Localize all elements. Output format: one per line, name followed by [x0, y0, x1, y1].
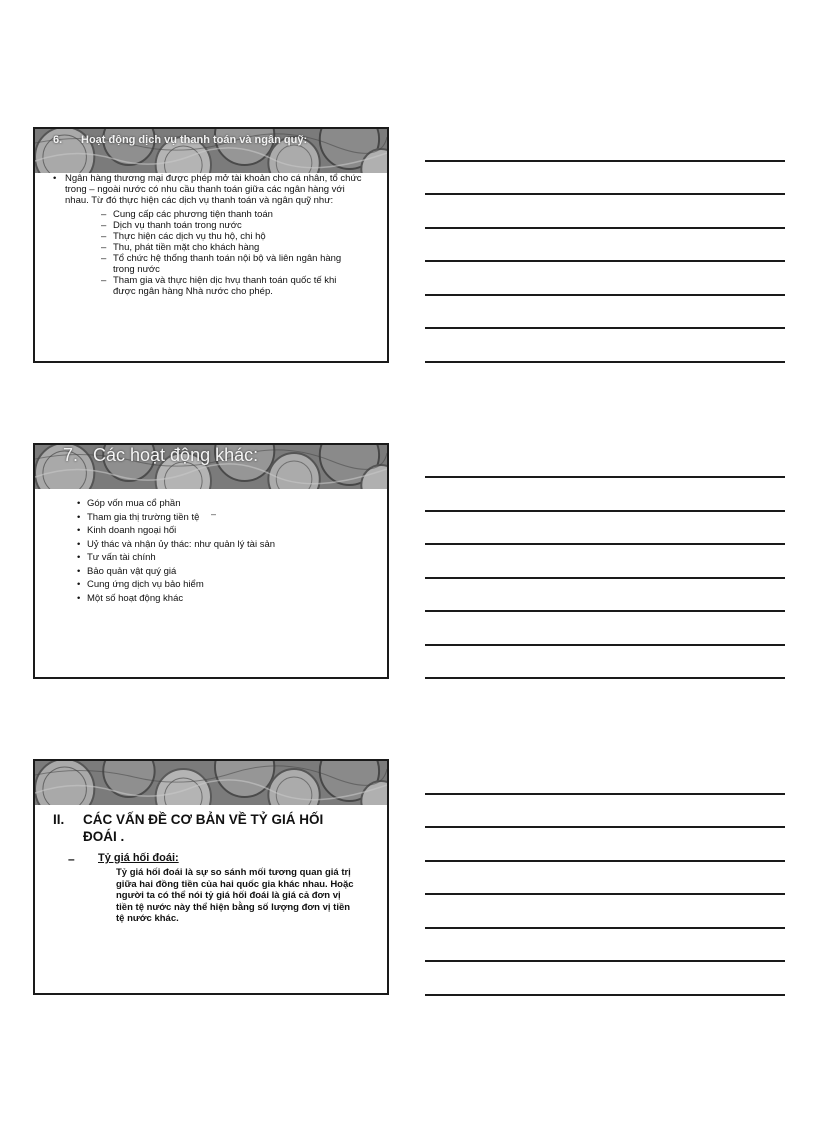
note-line: [425, 160, 785, 162]
list-item: – Cung cấp các phương tiện thanh toán: [101, 209, 273, 220]
dash-icon: –: [101, 242, 107, 253]
definition-title: Tỷ giá hối đoái:: [98, 852, 179, 864]
bullet-icon: •: [77, 525, 81, 536]
stray-dash-mark: –: [211, 509, 217, 519]
dash-icon: –: [101, 253, 107, 264]
list-item: • Cung ứng dịch vụ bảo hiểm: [77, 579, 204, 590]
definition-body: Tỷ giá hối đoái là sự so sánh mối tương quan giá trị giữa hai đồng tiền của hai quốc gia khác nhau. Hoặc người ta có thể nói tỷ giá hối đoái là giá cả đơn vị tiền tệ nước này thể hiện bằng số lượng đơn vị tiền tệ nước khác.: [116, 867, 354, 924]
dash-icon: –: [101, 220, 107, 231]
note-line: [425, 610, 785, 612]
slide-body: [35, 811, 387, 925]
list-item: • Kinh doanh ngoại hối: [77, 525, 177, 536]
dash-icon: –: [101, 231, 107, 242]
slide-banner-coins-image: [35, 761, 387, 805]
note-line: [425, 994, 785, 996]
list-item: • Bảo quản vật quý giá: [77, 565, 177, 577]
bullet-icon: •: [77, 579, 81, 590]
slide-banner-coins-image: [35, 129, 387, 173]
bullet-icon: •: [77, 565, 81, 577]
list-item: • Tư vấn tài chính: [77, 552, 156, 563]
note-line: [425, 260, 785, 262]
dash-icon: –: [101, 275, 107, 286]
note-line: [425, 227, 785, 229]
slide-title: [35, 445, 387, 477]
note-line: [425, 893, 785, 895]
slide-title: [35, 129, 387, 162]
slide-number: 7.: [63, 445, 79, 465]
note-line: [425, 327, 785, 329]
bullet-icon: •: [77, 592, 81, 604]
slide-exchange-rate: [33, 759, 389, 995]
slide-title-text: Các hoạt động khác:: [93, 445, 259, 465]
note-line: [425, 826, 785, 828]
slide-6-payment-services: [33, 127, 389, 363]
slide-number: 6.: [53, 134, 63, 146]
list-item: • Uỷ thác và nhận ủy thác: như quản lý tài sản: [77, 538, 276, 550]
list-item: • Một số hoạt động khác: [77, 592, 184, 604]
note-line: [425, 510, 785, 512]
slide-banner-coins-image: [35, 445, 387, 489]
dash-icon: –: [68, 852, 75, 866]
note-line: [425, 793, 785, 795]
list-item: • Góp vốn mua cổ phần: [77, 498, 181, 509]
bullet-icon: •: [77, 511, 81, 523]
note-line: [425, 927, 785, 929]
intro-text: Ngân hàng thương mại được phép mở tài khoản cho cá nhân, tổ chức trong – ngoài nước có nhu cầu thanh toán giữa các ngân hàng với nhau. Từ đó thực hiện các dịch vụ thanh toán và ngân quỹ như:: [65, 173, 362, 206]
slide-body: [35, 173, 387, 297]
list-item: – Dịch vụ thanh toán trong nước: [101, 220, 242, 231]
bullet-icon: •: [77, 498, 81, 509]
service-list: [35, 209, 387, 297]
note-line: [425, 543, 785, 545]
note-line: [425, 361, 785, 363]
section-number: II.: [53, 812, 65, 827]
note-line: [425, 860, 785, 862]
list-item: – Tổ chức hệ thống thanh toán nội bộ và liên ngân hàng trong nước: [101, 253, 342, 275]
intro-paragraph: [35, 173, 387, 206]
definition-block: [35, 852, 387, 925]
note-line: [425, 193, 785, 195]
bullet-icon: •: [53, 173, 57, 184]
bullet-icon: •: [77, 538, 81, 550]
dash-icon: –: [101, 209, 107, 220]
list-item: • Tham gia thị trường tiền tệ: [77, 511, 200, 523]
slide-7-other-activities: [33, 443, 389, 679]
note-line: [425, 960, 785, 962]
list-item: – Thu, phát tiền mặt cho khách hàng: [101, 242, 260, 253]
bullet-icon: •: [77, 552, 81, 563]
note-line: [425, 644, 785, 646]
list-item: – Thực hiện các dịch vụ thu hộ, chi hộ: [101, 231, 266, 242]
section-heading-text: CÁC VẤN ĐỀ CƠ BẢN VỀ TỶ GIÁ HỐI ĐOÁI .: [83, 812, 324, 844]
activity-list: [35, 497, 387, 605]
section-heading: [35, 811, 387, 845]
note-line: [425, 677, 785, 679]
note-line: [425, 476, 785, 478]
note-line: [425, 577, 785, 579]
coins-background-image: [35, 761, 387, 805]
slide-title-text: Hoạt động dịch vụ thanh toán và ngân quỹ:: [81, 134, 308, 146]
list-item: – Tham gia và thực hiện dịc hvụ thanh toán quốc tế khi được ngân hàng Nhà nước cho phép.: [101, 275, 337, 297]
note-line: [425, 294, 785, 296]
